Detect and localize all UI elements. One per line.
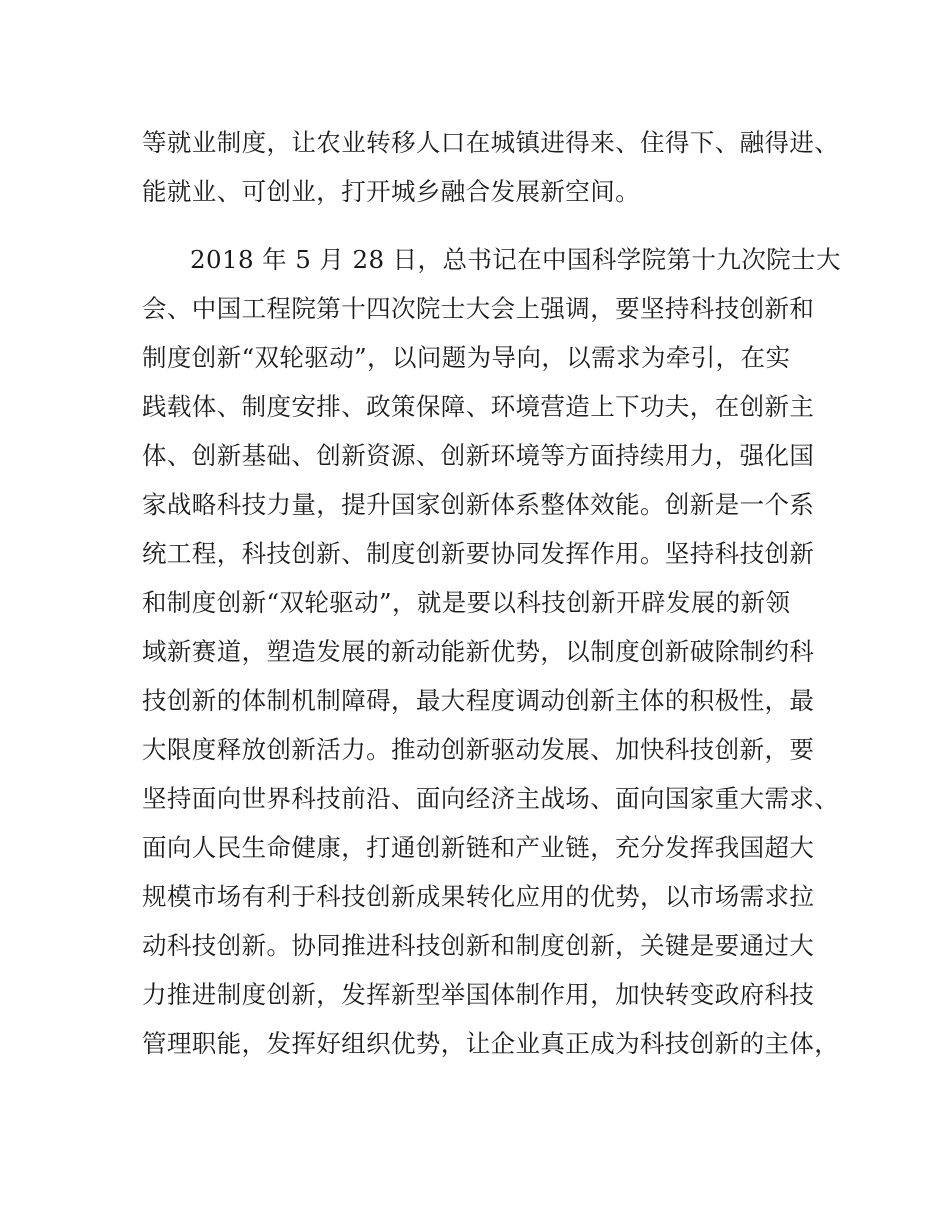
text-line-1: 等就业制度，让农业转移人口在城镇进得来、住得下、融得进、 [142,128,840,157]
text-line-8: 家战略科技力量，提升国家创新体系整体效能。创新是一个系 [142,490,815,519]
text-line-16: 规模市场有利于科技创新成果转化应用的优势，以市场需求拉 [142,882,815,911]
text-line-12: 技创新的体制机制障碍，最大程度调动创新主体的积极性，最 [142,686,815,715]
text-line-14: 坚持面向世界科技前沿、面向经济主战场、面向国家重大需求、 [142,784,840,813]
text-line-9: 统工程，科技创新、制度创新要协同发挥作用。坚持科技创新 [142,539,815,568]
text-line-15: 面向人民生命健康，打通创新链和产业链，充分发挥我国超大 [142,833,815,862]
text-line-6: 践载体、制度安排、政策保障、环境营造上下功夫，在创新主 [142,392,815,421]
text-line-4: 会、中国工程院第十四次院士大会上强调，要坚持科技创新和 [142,294,815,323]
text-line-19: 管理职能，发挥好组织优势，让企业真正成为科技创新的主体， [142,1029,840,1058]
text-line-18: 力推进制度创新，发挥新型举国体制作用，加快转变政府科技 [142,980,815,1009]
text-line-2: 能就业、可创业，打开城乡融合发展新空间。 [142,177,640,206]
text-line-17: 动科技创新。协同推进科技创新和制度创新，关键是要通过大 [142,931,815,960]
text-line-3: 2018 年 5 月 28 日，总书记在中国科学院第十九次院士大 [190,245,841,274]
text-line-10: 和制度创新“双轮驱动”，就是要以科技创新开辟发展的新领 [142,588,791,617]
text-line-13: 大限度释放创新活力。推动创新驱动发展、加快科技创新，要 [142,735,815,764]
text-line-11: 域新赛道，塑造发展的新动能新优势，以制度创新破除制约科 [142,637,815,666]
text-line-5: 制度创新“双轮驱动”，以问题为导向，以需求为牵引，在实 [142,343,791,372]
text-line-7: 体、创新基础、创新资源、创新环境等方面持续用力，强化国 [142,441,815,470]
